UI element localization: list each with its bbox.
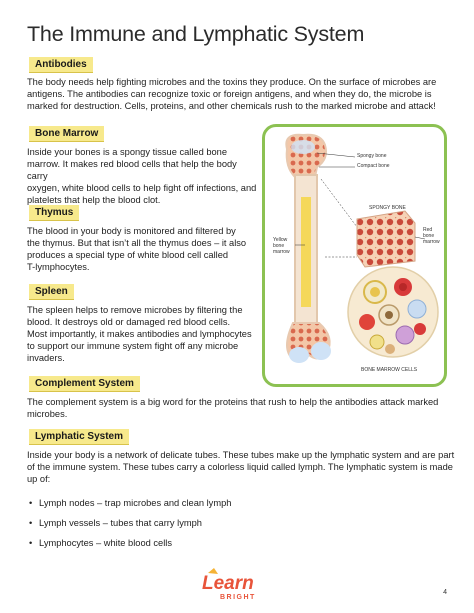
heading-spleen: Spleen	[29, 284, 74, 300]
red-cell-icon	[414, 323, 426, 335]
bullet-icon: •	[29, 498, 33, 508]
label-spongy-title: SPONGY BONE	[369, 205, 406, 211]
red-cell-icon	[399, 283, 407, 291]
text-line: marked for destruction. Cells, proteins, and other chemicals rush to the marked microbe and attack!	[27, 101, 436, 112]
bone-illustration-frame	[262, 124, 447, 387]
heading-lymphatic-system: Lymphatic System	[29, 429, 129, 445]
text-line: produces a special type of white blood cell called	[27, 250, 229, 261]
text-line: Inside your bones is a spongy tissue called bone	[27, 147, 228, 157]
yellow-marrow	[301, 197, 311, 307]
red-cell-icon	[359, 314, 375, 330]
list-item: • Lymphocytes – white blood cells	[29, 538, 172, 548]
logo-text-bright: BRIGHT	[220, 594, 256, 601]
paragraph-spleen	[27, 304, 259, 364]
text-line: the thymus. But that isn’t all the thymus does – it also	[27, 238, 247, 249]
text-line: platelets that help the blood clot.	[27, 195, 161, 206]
heading-thymus: Thymus	[29, 205, 79, 221]
cartilage	[289, 347, 309, 363]
paragraph-lymphatic-system	[27, 449, 457, 485]
paragraph-complement-system	[27, 396, 457, 420]
text-line: marrow. It makes red blood cells that help the body carry	[27, 159, 237, 182]
cell-icon	[370, 287, 380, 297]
cell-icon	[385, 344, 395, 354]
text-line: invaders.	[27, 353, 65, 364]
text-line: microbes.	[27, 409, 68, 420]
list-item: • Lymph nodes – trap microbes and clean lymph	[29, 498, 232, 508]
cell-icon	[385, 311, 393, 319]
pointer-line	[321, 179, 357, 227]
cartilage	[291, 140, 315, 154]
page-title: The Immune and Lymphatic System	[27, 22, 365, 46]
cell-icon	[396, 326, 414, 344]
label-yellow-marrow: Yellow bone marrow	[273, 237, 290, 255]
text-line: The spleen helps to remove microbes by filtering the	[27, 305, 243, 315]
text-line: The body needs help fighting microbes and the toxins they produce. On the surface of microbes are	[27, 77, 437, 87]
paragraph-bone-marrow	[27, 146, 259, 206]
text-line: T-lymphocytes.	[27, 262, 90, 273]
logo-text-learn: Learn	[202, 573, 254, 594]
label-spongy-bone: Spongy bone	[357, 153, 387, 159]
page-number: 4	[443, 589, 447, 596]
bullet-icon: •	[29, 518, 33, 528]
label-compact-bone: Compact bone	[357, 163, 390, 169]
text-line: of the immune system. These tubes carry a colorless liquid called lymph. The lymphatic system is made	[27, 462, 453, 473]
paragraph-antibodies	[27, 76, 457, 112]
paragraph-thymus	[27, 225, 259, 273]
text-line: to support our immune system fight off any microbe	[27, 341, 239, 352]
text-line: Most importantly, it makes antibodies and lymphocytes	[27, 329, 252, 340]
bone-illustration	[265, 127, 444, 384]
text-line: up of:	[27, 474, 51, 485]
cartilage	[311, 342, 331, 360]
text-line: oxygen, white blood cells to help fight off infections, and	[27, 183, 257, 194]
bullet-icon: •	[29, 538, 33, 548]
text-line: The complement system is a big word for the proteins that rush to help the antibodies attack marked	[27, 397, 439, 407]
text-line: blood. It destroys old or damaged red blood cells.	[27, 317, 231, 328]
white-cell-icon	[408, 300, 426, 318]
heading-antibodies: Antibodies	[29, 57, 93, 73]
learn-bright-logo	[196, 567, 276, 603]
label-bone-marrow-cells: BONE MARROW CELLS	[361, 367, 418, 373]
label-red-marrow: Red bone marrow	[423, 227, 440, 245]
list-item: • Lymph vessels – tubes that carry lymph	[29, 518, 202, 528]
text-line: Inside your body is a network of delicate tubes. These tubes make up the lymphatic system and are part	[27, 450, 455, 460]
heading-bone-marrow: Bone Marrow	[29, 126, 104, 142]
spongy-bone-block	[357, 211, 415, 267]
text-line: antigens. The antibodies can recognize toxic or foreign antigens, and when they do, the microbe is	[27, 89, 432, 100]
platelet-icon	[370, 335, 384, 349]
heading-complement-system: Complement System	[29, 376, 140, 392]
text-line: The blood in your body is monitored and filtered by	[27, 226, 236, 236]
